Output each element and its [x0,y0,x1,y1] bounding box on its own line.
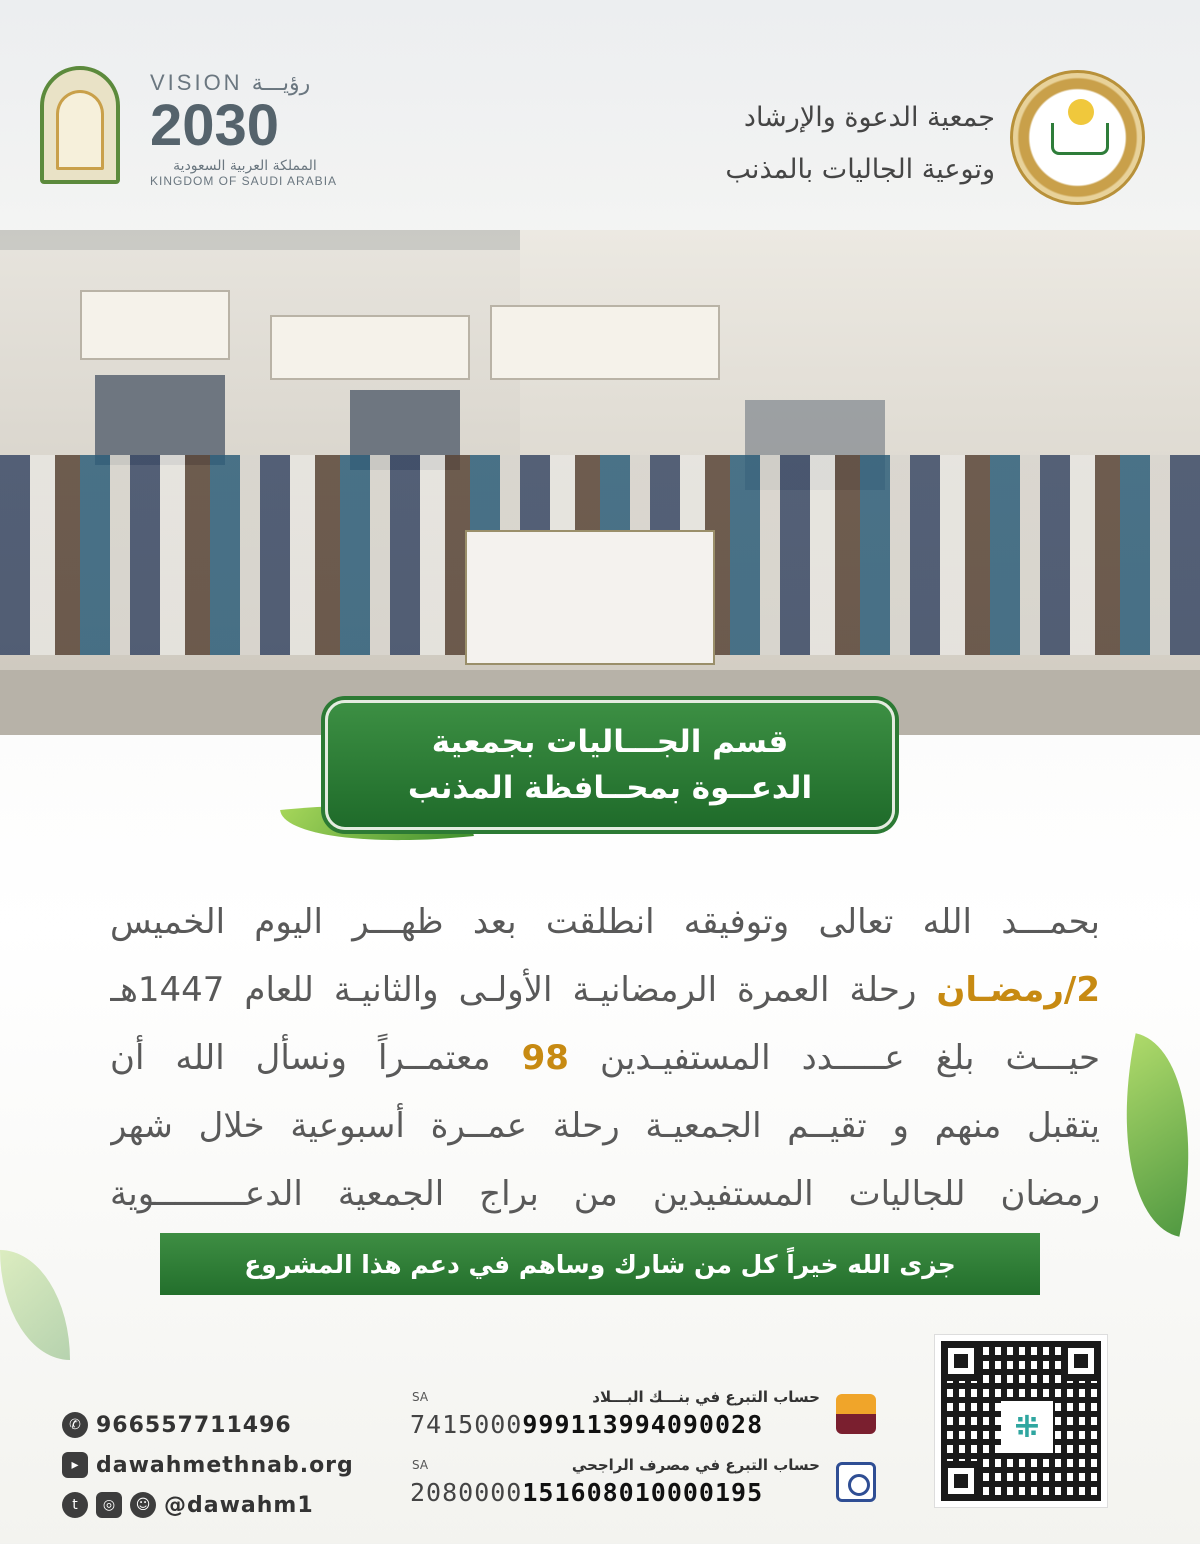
sun-icon [1068,99,1094,125]
thanks-text: جزى الله خيراً كل من شارك وساهم في دعم هذا المشروع [244,1249,956,1279]
bank-alrajhi-logo-icon [836,1462,876,1502]
leaf-decoration [0,1250,70,1360]
whatsapp-number: 966557711496 [96,1412,292,1438]
iban-start: 7415000 [410,1410,523,1439]
body-line: بحمـــد الله تعالى وتوفيقه انطلقت بعد ظهـــر اليوم الخميس [110,902,1100,942]
photo-banner [465,530,715,665]
org-logo [1010,70,1145,205]
contact-social[interactable] [62,1485,362,1525]
group-photo [0,230,1200,735]
beneficiaries-count: 98 [521,1038,569,1078]
bank-label: حساب التبرع في مصرف الراجحي [571,1456,820,1474]
bank-account-alrajhi [410,1456,880,1528]
body-line-start: حيـــث بلغ عـــــدد المستفيـدين [599,1038,1100,1078]
body-text [110,888,1100,1228]
body-line [110,1024,1100,1092]
vision-year: 2030 [150,93,280,158]
website-url: dawahmethnab.org [96,1452,354,1478]
twitter-icon: t [62,1492,88,1518]
date-highlight: 2/رمضـان [936,970,1100,1010]
bank-account-albilad [410,1388,880,1460]
qr-finder-icon [941,1461,981,1501]
leaf-decoration [1096,1033,1200,1237]
contact-website[interactable] [62,1445,362,1485]
iban-number[interactable] [410,1410,763,1439]
qr-finder-icon [1061,1341,1101,1381]
body-line [110,956,1100,1024]
iban-number[interactable] [410,1478,763,1507]
section-title-line2: الدعــوة بمحــافظة المذنب [407,770,813,806]
body-line-end: معتمــراً ونسأل الله أن [110,1038,491,1078]
vision-title: VISION رؤيـــة [150,70,311,95]
body-line: رمضان للجاليات المستفيدين من براج الجمعية الدعـــــــــوية [110,1174,1100,1214]
photo-office-sign [490,305,720,380]
photo-shop-sign [270,315,470,380]
iban-prefix: SA [412,1458,429,1472]
section-title-line1: قسم الجـــاليات بجمعية [431,724,789,760]
website-icon: ▸ [62,1452,88,1478]
qr-code[interactable] [935,1335,1107,1507]
iban-start: 2080000 [410,1478,523,1507]
book-icon [1051,123,1109,155]
body-line: يتقبل منهم و تقيــم الجمعيـة رحلة عمــرة أسبوعية خلال شهر [110,1106,1100,1146]
body-line-rest: رحلة العمرة الرمضانيـة الأولـى والثانيـة للعام 1447هـ [110,970,917,1010]
vision-country-ar: المملكة العربية السعودية [173,158,317,174]
org-name-line1: جمعية الدعوة والإرشاد [743,102,995,133]
org-name [725,92,995,196]
org-name-line2: وتوعية الجاليات بالمذنب [725,154,995,185]
instagram-icon: ◎ [96,1492,122,1518]
section-title-box [325,700,895,830]
ministry-logo [40,66,120,184]
iban-bold: 999113994090028 [522,1410,764,1439]
photo-shop-window [95,375,225,465]
contacts [62,1405,362,1525]
qr-finder-icon [941,1341,981,1381]
whatsapp-icon: ✆ [62,1412,88,1438]
vision-2030-logo [150,70,340,190]
bank-label: حساب التبرع في بنـــك البـــلاد [592,1388,820,1406]
header [0,0,1200,230]
iban-prefix: SA [412,1390,429,1404]
snapchat-icon: ☺ [130,1492,156,1518]
vision-country-en: KINGDOM OF SAUDI ARABIA [150,174,338,188]
social-handle: @dawahm1 [164,1492,314,1518]
photo-shop-sign [80,290,230,360]
iban-bold: 151608010000195 [522,1478,764,1507]
bank-albilad-logo-icon [836,1394,876,1434]
qr-center-logo-icon: ⁜ [1001,1401,1053,1453]
contact-whatsapp[interactable] [62,1405,362,1445]
ministry-emblem-icon [56,90,104,170]
thanks-banner [160,1233,1040,1295]
